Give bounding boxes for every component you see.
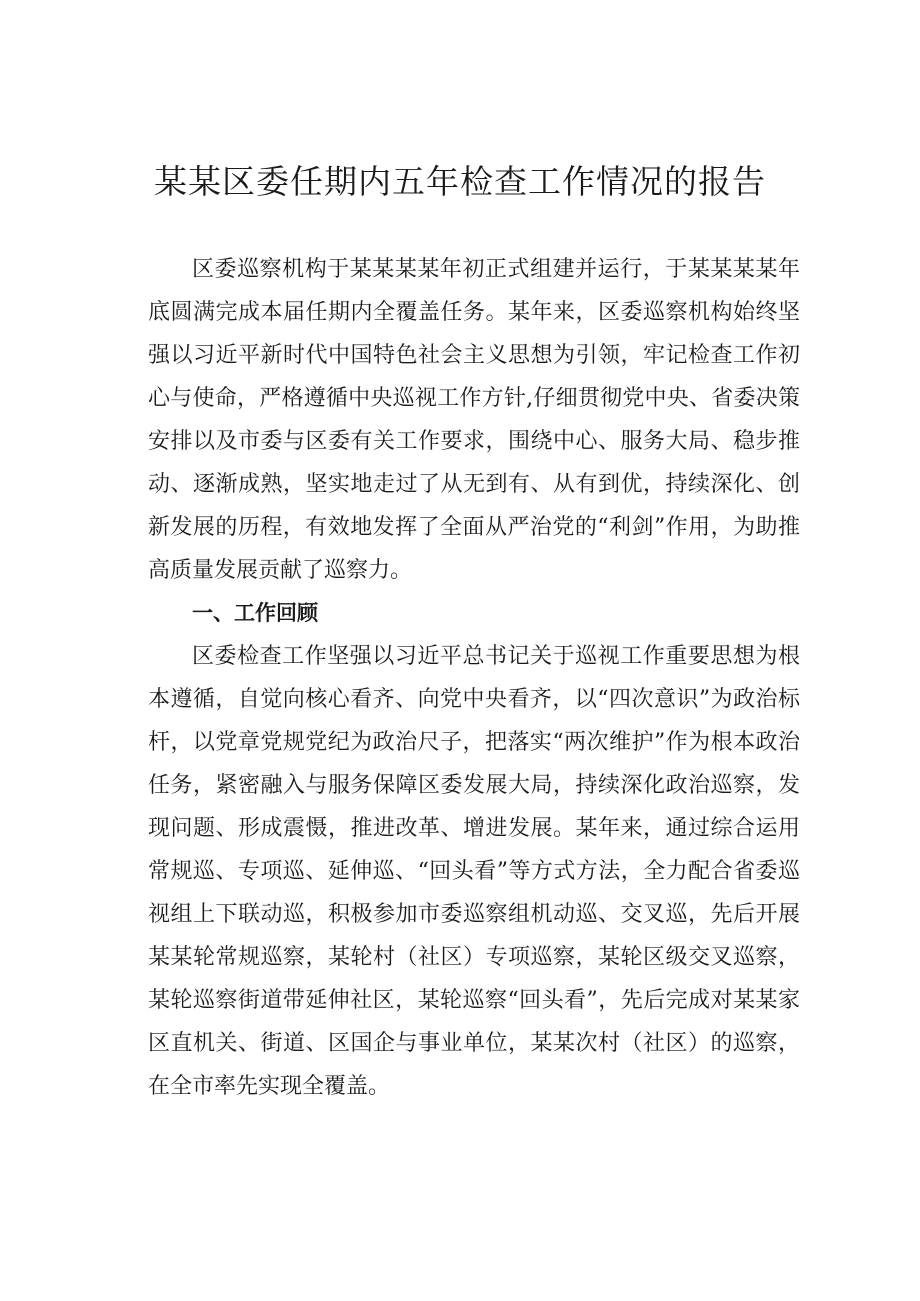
document-body <box>148 248 800 1108</box>
intro-paragraph: 区委巡察机构于某某某某年初正式组建并运行，于某某某某年底圆满完成本届任期内全覆盖任务。某年来，区委巡察机构始终坚强以习近平新时代中国特色社会主义思想为引领，牢记检查工作初心与使命，严格遵循中央巡视工作方针,仔细贯彻党中央、省委决策安排以及市委与区委有关工作要求，围绕中心、服务大局、稳步推动、逐渐成熟，坚实地走过了从无到有、从有到优，持续深化、创新发展的历程，有效地发挥了全面从严治党的“利剑”作用，为助推高质量发展贡献了巡察力。 <box>148 257 800 583</box>
section-heading-work-review: 一、工作回顾 <box>192 601 318 625</box>
document-title: 某某区委任期内五年检查工作情况的报告 <box>154 162 766 201</box>
work-review-paragraph: 区委检查工作坚强以习近平总书记关于巡视工作重要思想为根本遵循，自觉向核心看齐、向党中央看齐，以“四次意识”为政治标杆，以党章党规党纪为政治尺子，把落实“两次维护”作为根本政治任务，紧密融入与服务保障区委发展大局，持续深化政治巡察，发现问题、形成震慑，推进改革、增进发展。某年来，通过综合运用常规巡、专项巡、延伸巡、“回头看”等方式方法，全力配合省委巡视组上下联动巡，积极参加市委巡察组机动巡、交叉巡，先后开展某某轮常规巡察，某轮村（社区）专项巡察，某轮区级交叉巡察，某轮巡察街道带延伸社区，某轮巡察“回头看”，先后完成对某某家区直机关、街道、区国企与事业单位，某某次村（社区）的巡察，在全市率先实现全覆盖。 <box>148 644 800 1099</box>
